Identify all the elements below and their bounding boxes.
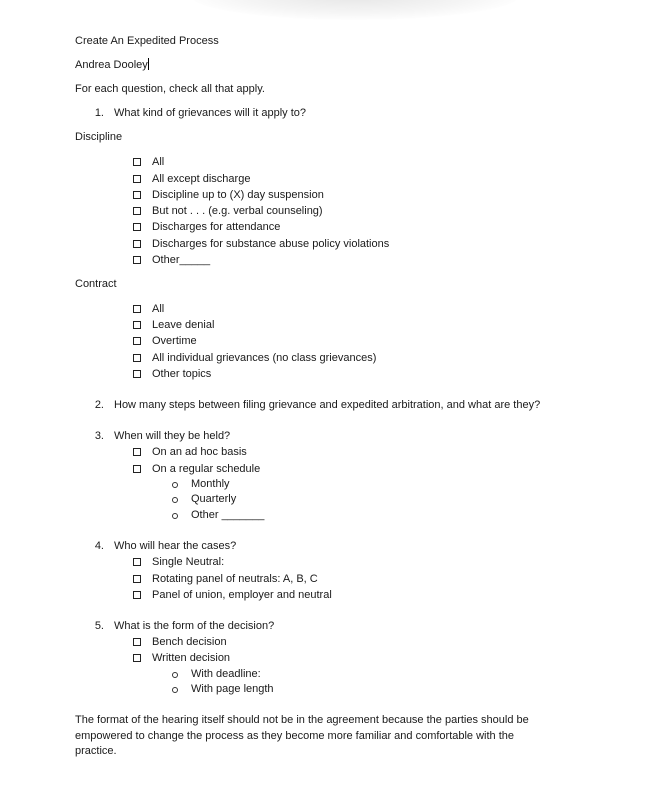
question-number-3: 3. bbox=[94, 430, 104, 442]
question-number-5: 5. bbox=[94, 620, 104, 632]
question-1-text: What kind of grievances will it apply to? bbox=[114, 107, 306, 119]
option-label: Written decision bbox=[152, 652, 231, 664]
checkbox-icon[interactable] bbox=[133, 223, 141, 231]
question-number-4: 4. bbox=[94, 540, 104, 552]
instruction-text: For each question, check all that apply. bbox=[75, 83, 265, 95]
checkbox-icon[interactable] bbox=[133, 370, 141, 378]
option-label: All individual grievances (no class grievances) bbox=[152, 352, 377, 364]
sub-option-label: Quarterly bbox=[191, 493, 237, 505]
checkbox-icon[interactable] bbox=[133, 337, 141, 345]
question-number-1: 1. bbox=[94, 107, 104, 119]
author-name: Andrea Dooley bbox=[75, 59, 148, 71]
option-label: Other topics bbox=[152, 368, 212, 380]
option-label: Discharges for attendance bbox=[152, 221, 281, 233]
checkbox-icon[interactable] bbox=[133, 558, 141, 566]
window-shadow bbox=[190, 0, 520, 20]
sub-option-label: With deadline: bbox=[191, 668, 261, 680]
circle-bullet-icon bbox=[172, 687, 178, 693]
sub-option-label: Monthly bbox=[191, 478, 230, 490]
checkbox-icon[interactable] bbox=[133, 575, 141, 583]
checkbox-icon[interactable] bbox=[133, 158, 141, 166]
question-3-text: When will they be held? bbox=[114, 430, 231, 442]
option-label: Single Neutral: bbox=[152, 556, 225, 568]
question-4-text: Who will hear the cases? bbox=[114, 540, 237, 552]
sub-option-label: With page length bbox=[191, 683, 274, 695]
option-label: Discipline up to (X) day suspension bbox=[152, 189, 324, 201]
document-title: Create An Expedited Process bbox=[75, 35, 219, 47]
checkbox-icon[interactable] bbox=[133, 321, 141, 329]
circle-bullet-icon bbox=[172, 513, 178, 519]
circle-bullet-icon bbox=[172, 497, 178, 503]
option-label: All bbox=[152, 156, 165, 168]
checkbox-icon[interactable] bbox=[133, 240, 141, 248]
circle-bullet-icon bbox=[172, 672, 178, 678]
question-5-text: What is the form of the decision? bbox=[114, 620, 275, 632]
circle-bullet-icon bbox=[172, 482, 178, 488]
question-number-2: 2. bbox=[94, 399, 104, 411]
option-label: Other_____ bbox=[152, 254, 211, 266]
checkbox-icon[interactable] bbox=[133, 448, 141, 456]
option-label: Discharges for substance abuse policy violations bbox=[152, 238, 390, 250]
option-label: On a regular schedule bbox=[152, 463, 261, 475]
sub-option-label: Other _______ bbox=[191, 509, 265, 521]
option-label: On an ad hoc basis bbox=[152, 446, 247, 458]
option-label: Rotating panel of neutrals: A, B, C bbox=[152, 573, 318, 585]
checkbox-icon[interactable] bbox=[133, 638, 141, 646]
option-label: Bench decision bbox=[152, 636, 227, 648]
checkbox-icon[interactable] bbox=[133, 175, 141, 183]
option-label: Leave denial bbox=[152, 319, 215, 331]
checkbox-icon[interactable] bbox=[133, 591, 141, 599]
question-2-text: How many steps between filing grievance and expedited arbitration, and what are they? bbox=[114, 399, 541, 411]
section-heading-contract: Contract bbox=[75, 278, 117, 290]
text-cursor bbox=[148, 58, 149, 70]
checkbox-icon[interactable] bbox=[133, 256, 141, 264]
checkbox-icon[interactable] bbox=[133, 465, 141, 473]
option-label: Panel of union, employer and neutral bbox=[152, 589, 332, 601]
checkbox-icon[interactable] bbox=[133, 305, 141, 313]
checkbox-icon[interactable] bbox=[133, 207, 141, 215]
closing-paragraph: The format of the hearing itself should not be in the agreement because the parties should be empowered to change the process as they become more familiar and comfortable with the practice. bbox=[75, 714, 529, 757]
option-label: But not . . . (e.g. verbal counseling) bbox=[152, 205, 323, 217]
option-label: All bbox=[152, 303, 165, 315]
checkbox-icon[interactable] bbox=[133, 354, 141, 362]
section-heading-discipline: Discipline bbox=[75, 131, 123, 143]
author-line[interactable] bbox=[75, 58, 149, 72]
checkbox-icon[interactable] bbox=[133, 191, 141, 199]
option-label: All except discharge bbox=[152, 173, 251, 185]
option-label: Overtime bbox=[152, 335, 197, 347]
checkbox-icon[interactable] bbox=[133, 654, 141, 662]
